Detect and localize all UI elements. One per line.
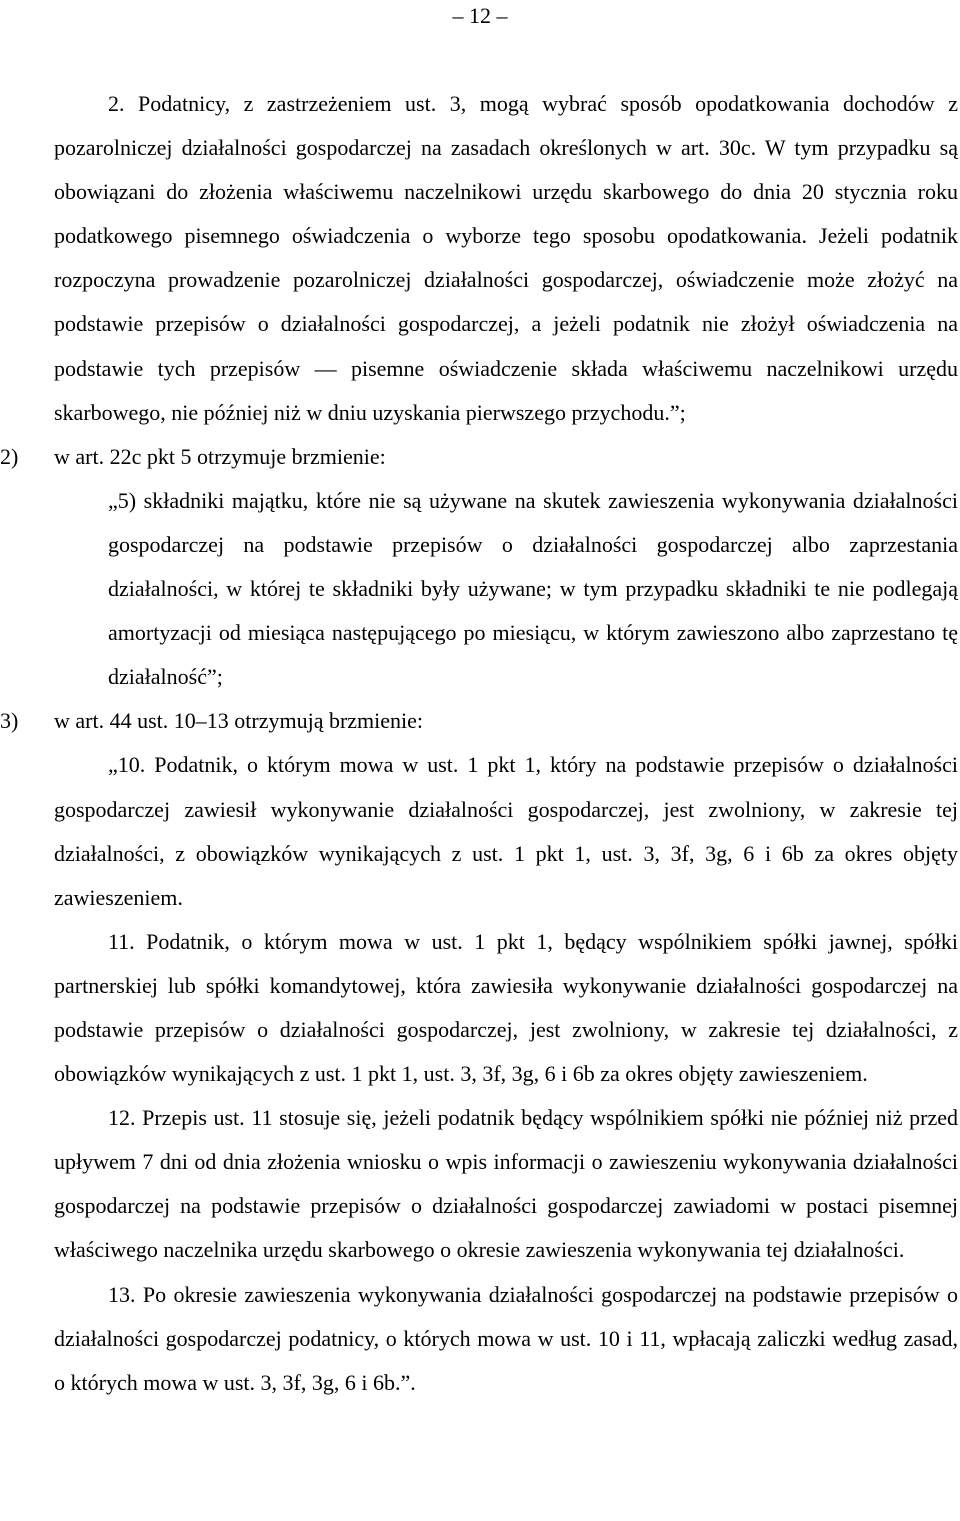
list-item-3-text: w art. 44 ust. 10–13 otrzymują brzmienie: <box>54 708 424 734</box>
paragraph-11: 11. Podatnik, o którym mowa w ust. 1 pkt 1, będący wspólnikiem spółki jawnej, spółki partnerskiej lub spółki komandytowej, która zawiesiła wykonywanie działalności gospodarczej na podstawie przepisów o działalności gospodarczej, jest zwolniony, w zakresie tej działalności, z obowiązków wynikających z ust. 1 pkt 1, ust. 3, 3f, 3g, 6 i 6b za okres objęty zawieszeniem. <box>54 928 958 1087</box>
quoted-point-5: „5) składniki majątku, które nie są używane na skutek zawieszenia wykonywania działalności gospodarczej na podstawie przepisów o działalności gospodarczej albo zaprzestania działalności, w której te składniki były używane; w tym przypadku składniki te nie podlegają amortyzacji od miesiąca następującego po miesiącu, w którym zawieszono albo zaprzestano tę działalność”; <box>108 487 958 690</box>
page-number: – 12 – <box>452 3 508 28</box>
list-item-2-number: 2) <box>0 443 19 469</box>
list-item-3-number: 3) <box>0 708 19 734</box>
list-item-2-text: w art. 22c pkt 5 otrzymuje brzmienie: <box>54 443 386 469</box>
document-body <box>0 82 958 1405</box>
paragraph-12: 12. Przepis ust. 11 stosuje się, jeżeli podatnik będący wspólnikiem spółki nie później niż przed upływem 7 dni od dnia złożenia wniosku o wpis informacji o zawieszeniu wykonywania działalności gospodarczej na podstawie przepisów o działalności gospodarczej zawiadomi w postaci pisemnej właściwego naczelnika urzędu skarbowego o okresie zawieszenia wykonywania tej działalności. <box>54 1105 958 1263</box>
list-item-3 <box>0 699 958 743</box>
list-item-2 <box>0 435 958 479</box>
paragraph-2: 2. Podatnicy, z zastrzeżeniem ust. 3, mogą wybrać sposób opodatkowania dochodów z pozarolniczej działalności gospodarczej na zasadach określonych w art. 30c. W tym przypadku są obowiązani do złożenia właściwemu naczelnikowi urzędu skarbowego do dnia 20 stycznia roku podatkowego pisemnego oświadczenia o wyborze tego sposobu opodatkowania. Jeżeli podatnik rozpoczyna prowadzenie pozarolniczej działalności gospodarczej, oświadczenie może złożyć na podstawie przepisów o działalności gospodarczej, a jeżeli podatnik nie złożył oświadczenia na podstawie tych przepisów — pisemne oświadczenie składa właściwemu naczelnikowi urzędu skarbowego, nie później niż w dniu uzyskania pierwszego przychodu.”; <box>54 91 958 425</box>
paragraph-13: 13. Po okresie zawieszenia wykonywania działalności gospodarczej na podstawie przepisów o działalności gospodarczej podatnicy, o których mowa w ust. 10 i 11, wpłacają zaliczki według zasad, o których mowa w ust. 3, 3f, 3g, 6 i 6b.”. <box>54 1281 958 1395</box>
paragraph-10: „10. Podatnik, o którym mowa w ust. 1 pkt 1, który na podstawie przepisów o działalności gospodarczej zawiesił wykonywanie działalności gospodarczej, jest zwolniony, w zakresie tej działalności, z obowiązków wynikających z ust. 1 pkt 1, ust. 3, 3f, 3g, 6 i 6b za okres objęty zawieszeniem. <box>54 752 958 910</box>
